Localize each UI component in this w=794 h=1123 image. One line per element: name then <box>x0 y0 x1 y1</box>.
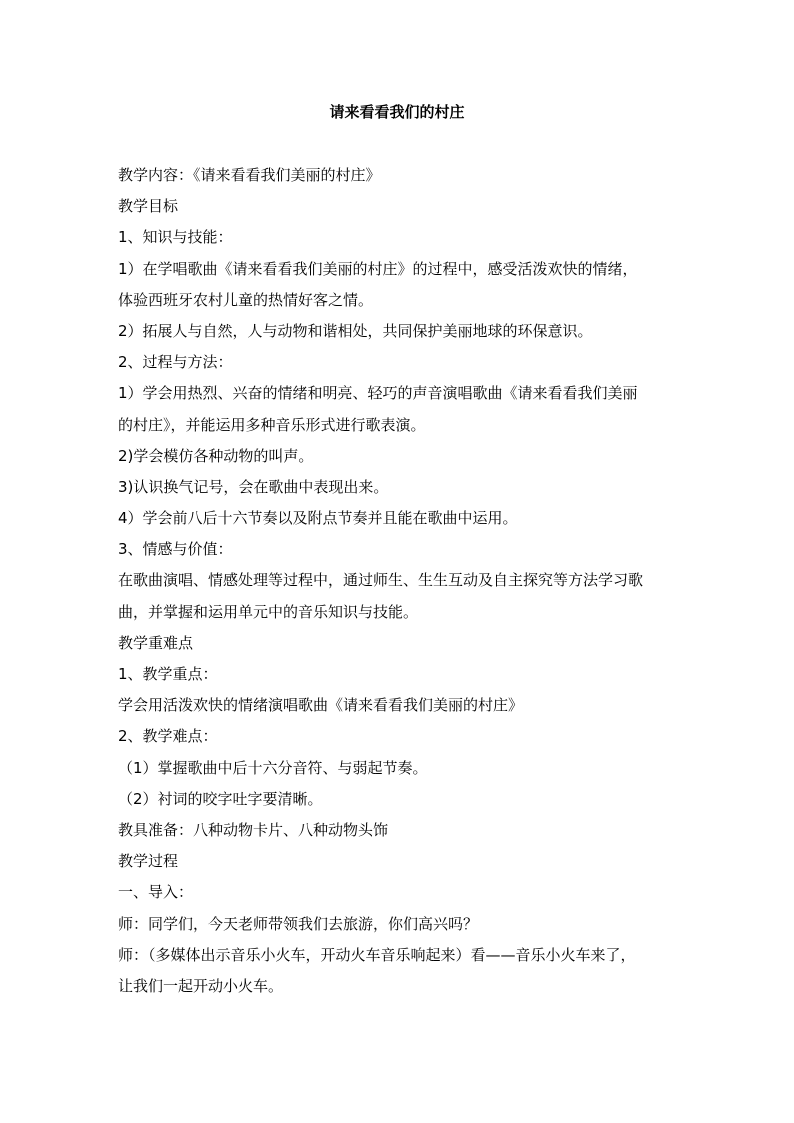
subheading-difficult-points: 2、教学难点： <box>118 727 218 746</box>
teaching-aids-line: 教具准备：八种动物卡片、八种动物头饰 <box>118 820 389 839</box>
subheading-key-points: 1、教学重点： <box>118 665 218 683</box>
paragraph-line: 让我们一起开动小火车。 <box>118 976 284 995</box>
subheading-emotion-values: 3、情感与价值： <box>118 540 233 559</box>
paragraph-line: 的村庄》，并能运用多种音乐形式进行歌表演。 <box>118 415 426 434</box>
paragraph-line: （1）掌握歌曲中后十六分音符、与弱起节奏。 <box>118 758 428 777</box>
subheading-process-methods: 2、过程与方法： <box>118 353 233 372</box>
paragraph-line: 学会用活泼欢快的情绪演唱歌曲《请来看看我们美丽的村庄》 <box>118 696 524 715</box>
teaching-content-line: 教学内容：《请来看看我们美丽的村庄》 <box>118 166 381 184</box>
paragraph-line: 曲，并掌握和运用单元中的音乐知识与技能。 <box>118 602 419 621</box>
paragraph-line: 师：同学们，今天老师带领我们去旅游，你们高兴吗？ <box>118 914 479 933</box>
paragraph-line: 2）拓展人与自然，人与动物和谐相处，共同保护美丽地球的环保意识。 <box>118 321 593 340</box>
paragraph-line: （2）衬词的咬字吐字要清晰。 <box>118 789 323 808</box>
document-body <box>118 160 678 1002</box>
paragraph-line: 体验西班牙农村儿童的热情好客之情。 <box>118 290 374 309</box>
section-heading-teaching-process: 教学过程 <box>118 852 179 871</box>
paragraph-line: 4）学会前八后十六节奏以及附点节奏并且能在歌曲中运用。 <box>118 509 518 528</box>
paragraph-line: 2)学会模仿各种动物的叫声。 <box>118 446 314 465</box>
paragraph-line: 师：（多媒体出示音乐小火车，开动火车音乐响起来）看——音乐小火车来了， <box>118 945 636 964</box>
paragraph-line: 1）学会用热烈、兴奋的情绪和明亮、轻巧的声音演唱歌曲《请来看看我们美丽 <box>118 384 638 403</box>
paragraph-line: 在歌曲演唱、情感处理等过程中，通过师生、生生互动及自主探究等方法学习歌 <box>118 571 644 590</box>
subheading-knowledge-skills: 1、知识与技能： <box>118 228 233 247</box>
subheading-introduction: 一、导入： <box>118 883 194 902</box>
section-heading-key-difficult-points: 教学重难点 <box>118 633 194 652</box>
paragraph-line: 1）在学唱歌曲《请来看看我们美丽的村庄》的过程中，感受活泼欢快的情绪， <box>118 259 638 278</box>
document-title: 请来看看我们的村庄 <box>329 103 465 121</box>
section-heading-objectives: 教学目标 <box>118 197 179 216</box>
paragraph-line: 3)认识换气记号，会在歌曲中表现出来。 <box>118 477 389 496</box>
